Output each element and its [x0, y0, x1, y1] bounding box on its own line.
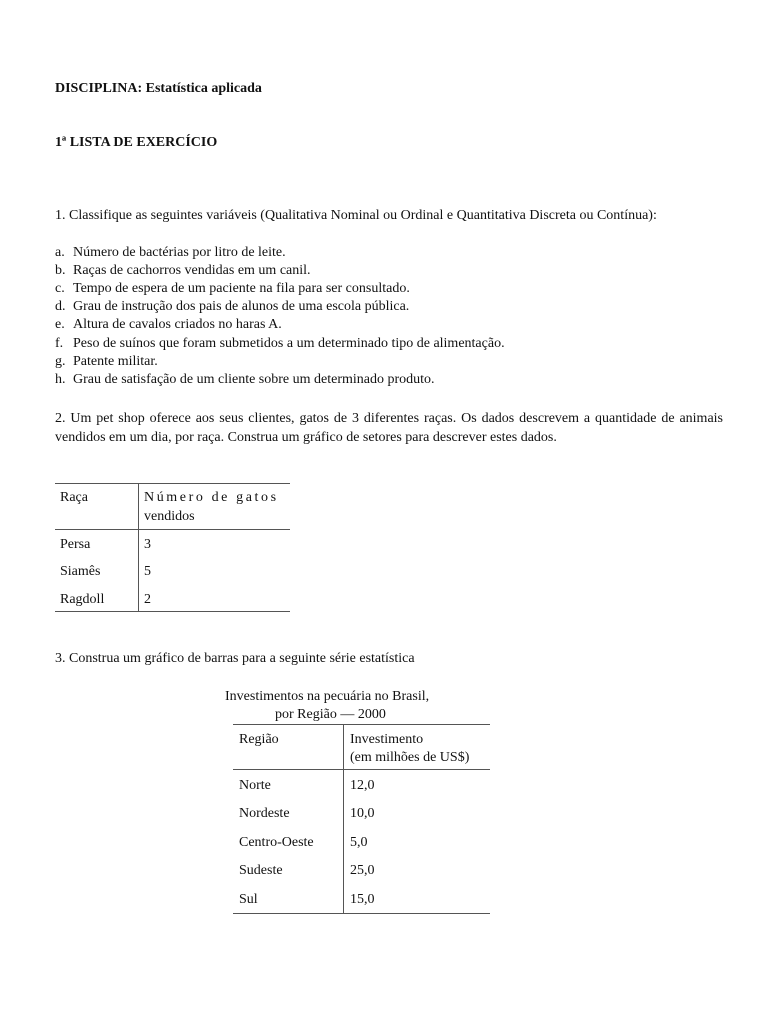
table-cell-region: Centro-Oeste — [239, 835, 314, 850]
table-cell-value: 10,0 — [350, 806, 375, 821]
table-header-count: Número de gatos — [144, 490, 279, 505]
table-top-rule — [233, 724, 490, 725]
table-cell-breed: Siamês — [60, 564, 101, 579]
item-text: Número de bactérias por litro de leite. — [73, 245, 286, 260]
table-column-divider — [138, 529, 139, 611]
table-cell-count: 3 — [144, 537, 151, 552]
list-item — [55, 317, 282, 333]
list-item — [55, 336, 505, 352]
list-item — [55, 354, 158, 370]
table-cell-region: Sudeste — [239, 863, 283, 878]
table-title: Investimentos na pecuária no Brasil, — [225, 689, 430, 704]
item-letter: g. — [55, 354, 66, 369]
table-cell-value: 5,0 — [350, 835, 368, 850]
item-text: Altura de cavalos criados no haras A. — [73, 317, 282, 332]
table-header-investment-unit: (em milhões de US$) — [350, 750, 470, 765]
item-text: Tempo de espera de um paciente na fila para ser consultado. — [73, 281, 410, 296]
table-title-cont: por Região — 2000 — [275, 707, 386, 722]
table-cell-region: Sul — [239, 892, 258, 907]
list-item — [55, 245, 286, 261]
question-1-prompt: 1. Classifique as seguintes variáveis (Qualitativa Nominal ou Ordinal e Quantitativa Discreta ou Contínua): — [55, 208, 657, 223]
table-column-divider — [138, 483, 139, 529]
table-header-rule — [55, 529, 290, 530]
item-letter: e. — [55, 317, 65, 332]
item-text: Raças de cachorros vendidas em um canil. — [73, 263, 311, 278]
list-item — [55, 263, 311, 279]
table-cell-region: Nordeste — [239, 806, 290, 821]
table-header-region: Região — [239, 732, 279, 747]
item-letter: b. — [55, 263, 66, 278]
item-text: Grau de instrução dos pais de alunos de uma escola pública. — [73, 299, 410, 314]
table-cell-value: 15,0 — [350, 892, 375, 907]
item-letter: f. — [55, 336, 64, 351]
table-top-rule — [55, 483, 290, 484]
table-column-divider — [343, 724, 344, 769]
item-letter: a. — [55, 245, 65, 260]
item-letter: d. — [55, 299, 66, 314]
table-cell-count: 2 — [144, 592, 151, 607]
table-bottom-rule — [55, 611, 290, 612]
table-cell-breed: Ragdoll — [60, 592, 105, 607]
list-item — [55, 281, 410, 297]
question-2-prompt: 2. Um pet shop oferece aos seus clientes, gatos de 3 diferentes raças. Os dados descrevem a quantidade de animais vendidos em um dia, por raça. Construa um gráfico de setores para descrever estes dados. — [55, 411, 723, 445]
table-cell-value: 25,0 — [350, 863, 375, 878]
list-item — [55, 299, 409, 315]
table-header-investment: Investimento — [350, 732, 424, 747]
table-cell-breed: Persa — [60, 537, 91, 552]
table-header-count-cont: vendidos — [144, 509, 195, 524]
table-header-rule — [233, 769, 490, 770]
item-text: Peso de suínos que foram submetidos a um determinado tipo de alimentação. — [73, 336, 505, 351]
table-cell-count: 5 — [144, 564, 151, 579]
question-3-prompt: 3. Construa um gráfico de barras para a seguinte série estatística — [55, 651, 415, 666]
table-cell-value: 12,0 — [350, 778, 375, 793]
item-text: Grau de satisfação de um cliente sobre um determinado produto. — [73, 372, 435, 387]
list-item — [55, 372, 435, 388]
item-text: Patente militar. — [73, 354, 158, 369]
table-column-divider — [343, 769, 344, 913]
item-letter: c. — [55, 281, 65, 296]
item-letter: h. — [55, 372, 66, 387]
table-cell-region: Norte — [239, 778, 271, 793]
discipline-heading: DISCIPLINA: Estatística aplicada — [55, 81, 262, 96]
table-header-breed: Raça — [60, 490, 88, 505]
table-bottom-rule — [233, 913, 490, 914]
list-title: 1ª LISTA DE EXERCÍCIO — [55, 135, 218, 150]
